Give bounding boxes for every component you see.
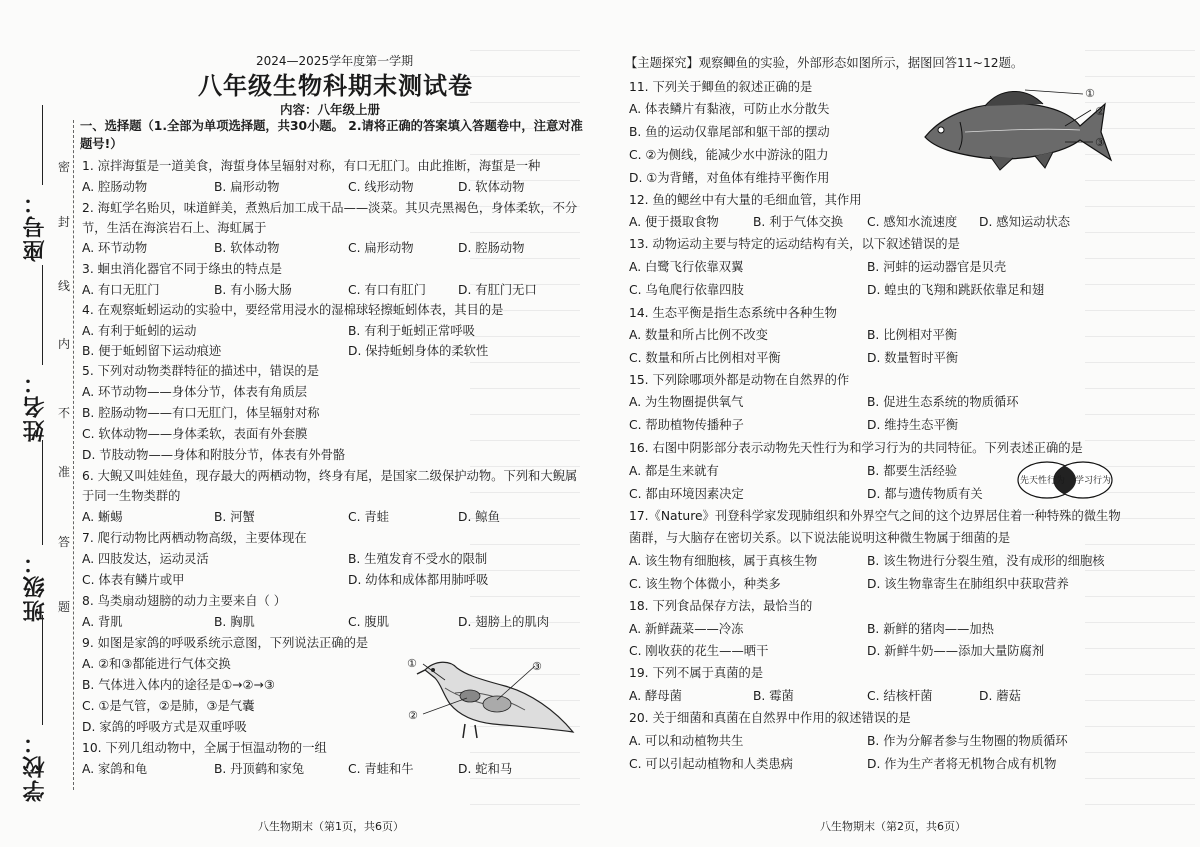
q16-option-c[interactable]: C. 都由环境因素决定 bbox=[629, 487, 744, 501]
q10-option-d[interactable]: D. 蛇和马 bbox=[458, 762, 513, 776]
q3-option-b[interactable]: B. 有小肠大肠 bbox=[214, 283, 292, 297]
q13-option-d[interactable]: D. 蝗虫的飞翔和跳跃依靠足和翅 bbox=[867, 283, 1045, 297]
question-17-line-2: 菌群，与大脑存在密切关系。以下说法能说明这种微生物属于细菌的是 bbox=[629, 531, 1011, 545]
q16-option-a[interactable]: A. 都是生来就有 bbox=[629, 464, 719, 478]
q3-option-d[interactable]: D. 有肛门无口 bbox=[458, 283, 537, 297]
q14-option-b[interactable]: B. 比例相对平衡 bbox=[867, 328, 958, 342]
q9-option-c[interactable]: C. ①是气管，②是肺，③是气囊 bbox=[82, 699, 255, 713]
q7-option-d[interactable]: D. 幼体和成体都用肺呼吸 bbox=[348, 573, 489, 587]
q16-option-d[interactable]: D. 都与遗传物质有关 bbox=[867, 487, 983, 501]
q19-option-a[interactable]: A. 酵母菌 bbox=[629, 689, 682, 703]
q11-option-c[interactable]: C. ②为侧线，能减少水中游泳的阻力 bbox=[629, 148, 829, 162]
q4-option-b[interactable]: B. 有利于蚯蚓正常呼吸 bbox=[348, 324, 475, 338]
class-label: 班级： bbox=[23, 550, 48, 622]
question-5: 5. 下列对动物类群特征的描述中，错误的是 bbox=[82, 364, 319, 378]
q10-option-b[interactable]: B. 丹顶鹤和家兔 bbox=[214, 762, 305, 776]
question-8: 8. 鸟类扇动翅膀的动力主要来自（ ） bbox=[82, 594, 287, 608]
q12-option-c[interactable]: C. 感知水流速度 bbox=[867, 215, 958, 229]
name-label: 姓名： bbox=[23, 370, 48, 442]
q4-option-d[interactable]: D. 保持蚯蚓身体的柔软性 bbox=[348, 344, 489, 358]
fish-label-1: ① bbox=[1085, 87, 1095, 100]
q13-option-b[interactable]: B. 河蚌的运动器官是贝壳 bbox=[867, 260, 1007, 274]
question-9: 9. 如图是家鸽的呼吸系统示意图，下列说法正确的是 bbox=[82, 636, 369, 650]
q13-option-c[interactable]: C. 乌龟爬行依靠四肢 bbox=[629, 283, 744, 297]
q6-option-d[interactable]: D. 鲸鱼 bbox=[458, 510, 500, 524]
question-7: 7. 爬行动物比两栖动物高级，主要体现在 bbox=[82, 531, 307, 545]
q20-option-c[interactable]: C. 可以引起动植物和人类患病 bbox=[629, 757, 793, 771]
q9-option-d[interactable]: D. 家鸽的呼吸方式是双重呼吸 bbox=[82, 720, 247, 734]
seal-char: 密 bbox=[58, 160, 71, 174]
seal-char: 答 bbox=[58, 535, 71, 549]
q18-option-a[interactable]: A. 新鲜蔬菜——冷冻 bbox=[629, 622, 744, 636]
seal-dash-line bbox=[73, 120, 74, 790]
question-1: 1. 凉拌海蜇是一道美食，海蜇身体呈辐射对称，有口无肛门。由此推断，海蜇是一种 bbox=[82, 159, 541, 173]
q7-option-b[interactable]: B. 生殖发育不受水的限制 bbox=[348, 552, 488, 566]
question-12: 12. 鱼的鳃丝中有大量的毛细血管，其作用 bbox=[629, 193, 862, 207]
q19-option-b[interactable]: B. 霉菌 bbox=[753, 689, 794, 703]
q17-option-d[interactable]: D. 该生物靠寄生在肺组织中获取营养 bbox=[867, 577, 1069, 591]
q12-option-b[interactable]: B. 利于气体交换 bbox=[753, 215, 844, 229]
venn-learned-label: 学习行为 bbox=[1075, 476, 1112, 486]
q17-option-a[interactable]: A. 该生物有细胞核，属于真核生物 bbox=[629, 554, 818, 568]
q1-option-b[interactable]: B. 扁形动物 bbox=[214, 180, 280, 194]
q14-option-a[interactable]: A. 数量和所占比例不改变 bbox=[629, 328, 768, 342]
q13-option-a[interactable]: A. 白鹭飞行依靠双翼 bbox=[629, 260, 744, 274]
q8-option-c[interactable]: C. 腹肌 bbox=[348, 615, 389, 629]
question-15: 15. 下列除哪项外都是动物在自然界的作 bbox=[629, 373, 850, 387]
q6-option-c[interactable]: C. 青蛙 bbox=[348, 510, 389, 524]
question-16: 16. 右图中阴影部分表示动物先天性行为和学习行为的共同特征。下列表述正确的是 bbox=[629, 441, 1083, 455]
q6-option-a[interactable]: A. 蜥蜴 bbox=[82, 510, 123, 524]
q11-option-b[interactable]: B. 鱼的运动仅靠尾部和躯干部的摆动 bbox=[629, 125, 830, 139]
q15-option-a[interactable]: A. 为生物圈提供氧气 bbox=[629, 395, 744, 409]
q11-option-d[interactable]: D. ①为背鳍，对鱼体有维持平衡作用 bbox=[629, 171, 830, 185]
q12-option-a[interactable]: A. 便于摄取食物 bbox=[629, 215, 719, 229]
q8-option-d[interactable]: D. 翅膀上的肌肉 bbox=[458, 615, 550, 629]
page-1 bbox=[80, 0, 583, 847]
question-19: 19. 下列不属于真菌的是 bbox=[629, 666, 764, 680]
question-20: 20. 关于细菌和真菌在自然界中作用的叙述错误的是 bbox=[629, 711, 911, 725]
q7-option-a[interactable]: A. 四肢发达，运动灵活 bbox=[82, 552, 209, 566]
seal-char: 封 bbox=[58, 215, 71, 229]
q7-option-c[interactable]: C. 体表有鳞片或甲 bbox=[82, 573, 185, 587]
pigeon-respiratory-figure bbox=[405, 648, 575, 740]
question-6-line-2: 于同一生物类群的 bbox=[82, 489, 181, 503]
q18-option-b[interactable]: B. 新鲜的猪肉——加热 bbox=[867, 622, 994, 636]
q17-option-c[interactable]: C. 该生物个体微小，种类多 bbox=[629, 577, 781, 591]
venn-innate-label: 先天性行为 bbox=[1020, 476, 1066, 486]
question-14: 14. 生态平衡是指生态系统中各种生物 bbox=[629, 306, 837, 320]
fish-label-3: ③ bbox=[1095, 136, 1105, 149]
seal-char: 内 bbox=[58, 337, 71, 351]
question-17-line-1: 17.《Nature》刊登科学家发现肺组织和外界空气之间的这个边界居住着一种特殊的微生物 bbox=[629, 509, 1121, 523]
seal-char: 不 bbox=[58, 406, 71, 420]
q1-option-a[interactable]: A. 腔肠动物 bbox=[82, 180, 148, 194]
term-line: 2024—2025学年度第一学期 bbox=[256, 54, 414, 68]
q3-option-c[interactable]: C. 有口有肛门 bbox=[348, 283, 426, 297]
instructions-line-1: 一、选择题（1.全部为单项选择题，共30小题。 2.请将正确的答案填入答题卷中，注意对准 bbox=[80, 119, 583, 133]
figure-label-1: ① bbox=[407, 657, 417, 670]
seat-line bbox=[42, 105, 43, 185]
q2-option-b[interactable]: B. 软体动物 bbox=[214, 241, 280, 255]
q14-option-d[interactable]: D. 数量暂时平衡 bbox=[867, 351, 959, 365]
q15-option-c[interactable]: C. 帮助植物传播种子 bbox=[629, 418, 744, 432]
q18-option-d[interactable]: D. 新鲜牛奶——添加大量防腐剂 bbox=[867, 644, 1045, 658]
q4-option-a[interactable]: A. 有利于蚯蚓的运动 bbox=[82, 324, 197, 338]
q1-option-d[interactable]: D. 软体动物 bbox=[458, 180, 525, 194]
q2-option-d[interactable]: D. 腔肠动物 bbox=[458, 241, 525, 255]
q18-option-c[interactable]: C. 刚收获的花生——晒干 bbox=[629, 644, 769, 658]
q5-option-c[interactable]: C. 软体动物——身体柔软，表面有外套膜 bbox=[82, 427, 308, 441]
q5-option-b[interactable]: B. 腔肠动物——有口无肛门，体呈辐射对称 bbox=[82, 406, 320, 420]
q6-option-b[interactable]: B. 河蟹 bbox=[214, 510, 255, 524]
question-2-line-1: 2. 海虹学名贻贝，味道鲜美，煮熟后加工成干品——淡菜。其贝壳黑褐色，身体柔软，不分 bbox=[82, 201, 578, 215]
q19-option-d[interactable]: D. 蘑菇 bbox=[979, 689, 1021, 703]
question-13: 13. 动物运动主要与特定的运动结构有关，以下叙述错误的是 bbox=[629, 237, 960, 251]
content-line: 内容：八年级上册 bbox=[280, 102, 381, 117]
q5-option-a[interactable]: A. 环节动物——身体分节，体表有角质层 bbox=[82, 385, 308, 399]
q20-option-d[interactable]: D. 作为生产者将无机物合成有机物 bbox=[867, 757, 1057, 771]
question-18: 18. 下列食品保存方法，最恰当的 bbox=[629, 599, 813, 613]
question-6-line-1: 6. 大鲵又叫娃娃鱼，现存最大的两栖动物，终身有尾，是国家二级保护动物。下列和大鲵属 bbox=[82, 469, 578, 483]
school-label: 学校： bbox=[23, 730, 48, 802]
q14-option-c[interactable]: C. 数量和所占比例相对平衡 bbox=[629, 351, 781, 365]
question-2-line-2: 节，生活在海滨岩石上、海虹属于 bbox=[82, 221, 267, 235]
q20-option-b[interactable]: B. 作为分解者参与生物圈的物质循环 bbox=[867, 734, 1068, 748]
q9-option-b[interactable]: B. 气体进入体内的途径是①→②→③ bbox=[82, 678, 275, 692]
figure-label-2: ② bbox=[408, 709, 418, 722]
question-4: 4. 在观察蚯蚓运动的实验中，要经常用浸水的湿棉球轻擦蚯蚓体表，其目的是 bbox=[82, 303, 504, 317]
page-1-footer: 八生物期末（第1页，共6页） bbox=[258, 820, 404, 833]
q8-option-b[interactable]: B. 胸肌 bbox=[214, 615, 255, 629]
question-11: 11. 下列关于鲫鱼的叙述正确的是 bbox=[629, 80, 813, 94]
q12-option-d[interactable]: D. 感知运动状态 bbox=[979, 215, 1071, 229]
question-10: 10. 下列几组动物中，全属于恒温动物的一组 bbox=[82, 741, 327, 755]
q10-option-c[interactable]: C. 青蛙和牛 bbox=[348, 762, 414, 776]
name-line bbox=[42, 265, 43, 365]
q2-option-c[interactable]: C. 扁形动物 bbox=[348, 241, 414, 255]
q2-option-a[interactable]: A. 环节动物 bbox=[82, 241, 148, 255]
seal-char: 线 bbox=[58, 279, 71, 293]
seat-label: 座号： bbox=[23, 190, 48, 262]
page-2 bbox=[625, 0, 1121, 847]
theme-line: 【主题探究】观察鲫鱼的实验，外部形态如图所示，据图回答11~12题。 bbox=[625, 56, 1024, 70]
seal-char: 题 bbox=[58, 600, 71, 614]
seal-char: 准 bbox=[58, 465, 71, 479]
class-line bbox=[42, 440, 43, 545]
instructions-line-2: 题号!） bbox=[80, 137, 123, 151]
q20-option-a[interactable]: A. 可以和动植物共生 bbox=[629, 734, 744, 748]
q8-option-a[interactable]: A. 背肌 bbox=[82, 615, 123, 629]
exam-title: 八年级生物科期末测试卷 bbox=[198, 72, 473, 100]
q19-option-c[interactable]: C. 结核杆菌 bbox=[867, 689, 933, 703]
figure-label-3: ③ bbox=[532, 660, 542, 673]
q10-option-a[interactable]: A. 家鸽和龟 bbox=[82, 762, 148, 776]
q16-option-b[interactable]: B. 都要生活经验 bbox=[867, 464, 958, 478]
q15-option-b[interactable]: B. 促进生态系统的物质循环 bbox=[867, 395, 1019, 409]
q1-option-c[interactable]: C. 线形动物 bbox=[348, 180, 414, 194]
question-3: 3. 蛔虫消化器官不同于绦虫的特点是 bbox=[82, 262, 283, 276]
q9-option-a[interactable]: A. ②和③都能进行气体交换 bbox=[82, 657, 231, 671]
q15-option-d[interactable]: D. 维持生态平衡 bbox=[867, 418, 959, 432]
q17-option-b[interactable]: B. 该生物进行分裂生殖，没有成形的细胞核 bbox=[867, 554, 1105, 568]
q3-option-a[interactable]: A. 有口无肛门 bbox=[82, 283, 160, 297]
page-2-footer: 八生物期末（第2页，共6页） bbox=[820, 820, 966, 833]
school-line bbox=[42, 615, 43, 725]
q11-option-a[interactable]: A. 体表鳞片有黏液，可防止水分散失 bbox=[629, 102, 830, 116]
q4-option-c[interactable]: B. 便于蚯蚓留下运动痕迹 bbox=[82, 344, 222, 358]
fish-label-2: ② bbox=[1095, 105, 1105, 118]
q5-option-d[interactable]: D. 节肢动物——身体和附肢分节，体表有外骨骼 bbox=[82, 448, 346, 462]
